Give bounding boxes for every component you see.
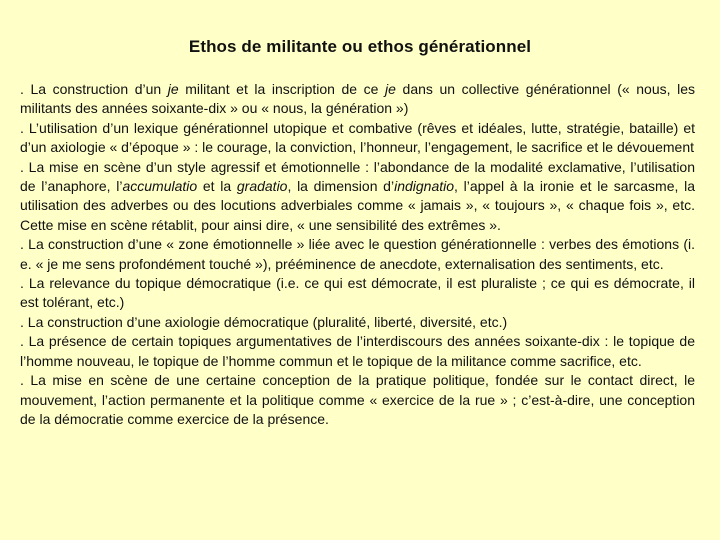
slide-title: Ethos de militante ou ethos générationnel: [188, 37, 532, 56]
text-run: . La construction d’une « zone émotionnelle » liée avec le question générationnelle : verbes des émotions (i. e. « je me sens profondément touché »), prééminence de anecdote, externalisation des sentiments, etc.: [20, 236, 695, 272]
paragraph: [20, 80, 695, 119]
text-run: . L’utilisation d’un lexique générationnel utopique et combative (rêves et idéales, lutte, stratégie, bataille) et d’un axiologie « d’époque » : le courage, la conviction, l’honneur, l’engagement, le sacrifice et le dévouement: [20, 119, 695, 156]
paragraph: [20, 158, 695, 236]
text-run: militant et la inscription de ce: [178, 81, 386, 97]
text-run: dans un collective générationnel (« nous, les militants des années soixante-dix » ou « nous, la génération »): [20, 81, 695, 117]
paragraph: [20, 235, 695, 274]
text-run: . La relevance du topique démocratique (i.e. ce qui est démocrate, il est pluraliste ; ce qui es démocrate, il est tolérant, etc.): [20, 275, 695, 311]
italic-term: je: [167, 81, 179, 97]
paragraph: [20, 332, 695, 371]
text-run: , la dimension d’: [287, 178, 395, 195]
paragraph: [20, 274, 695, 313]
italic-term: indignatio: [394, 178, 455, 195]
text-run: et la: [197, 178, 237, 195]
paragraph: [20, 313, 695, 332]
paragraph: [20, 119, 695, 158]
text-run: . La construction d’une axiologie démocratique (pluralité, liberté, diversité, etc.): [20, 313, 508, 330]
text-run: . La mise en scène de une certaine conception de la pratique politique, fondée sur le contact direct, le mouvement, l’action permanente et la politique comme « exercice de la rue » ; c’est-à-dire, une conception de la démocratie comme exercice de la présence.: [20, 372, 695, 427]
text-run: . La présence de certain topiques argumentatives de l’interdiscours des années soixante-dix : le topique de l’homme nouveau, le topique de l’homme commun et le topique de la militance comme sacrifice, etc.: [20, 333, 695, 369]
paragraph: [20, 371, 695, 429]
italic-term: gradatio: [236, 178, 288, 195]
text-run: , l’appel à la ironie et le sarcasme, la utilisation des adverbes ou des locutions adverbiales comme « jamais », « toujours », « chaque fois », etc. Cette mise en scène rétablit, pour ainsi dire, « une sensibilité des extrêmes ».: [20, 178, 695, 233]
text-run: . La mise en scène d’un style agressif et émotionnelle : l’abondance de la modalité exclamative, l’utilisation de l’anaphore, l’: [20, 158, 695, 195]
italic-term: accumulatio: [122, 178, 198, 195]
text-run: . La construction d’un: [20, 81, 168, 97]
slide-body: [20, 80, 695, 429]
italic-term: je: [385, 81, 396, 97]
